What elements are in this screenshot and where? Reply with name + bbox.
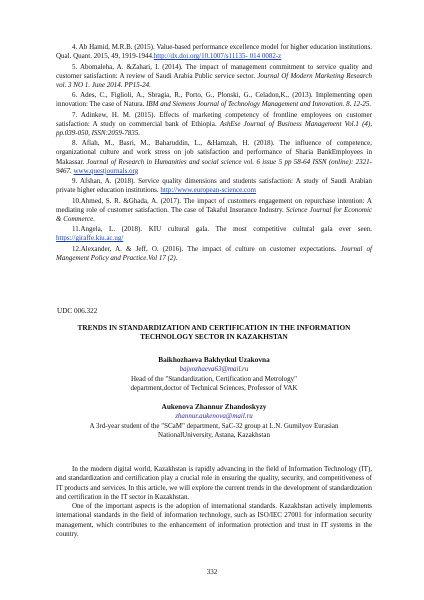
page-number: 332 <box>206 568 218 576</box>
reference-text: 12.Alexander, A. & Jeff, O. (2016). The impact of culture on customer expectations. <box>72 244 341 253</box>
author-email[interactable]: zhannur.aukenova@mail.ru <box>175 412 253 420</box>
body-paragraph: In the modern digital world, Kazakhstan is rapidly advancing in the field of Information Technology (IT), and standardization and certification play a crucial role in ensuring the quality, security, and competitiveness of IT products and services. In this article, we will explore the current trends in the development of standardization and certification in the IT sector in Kazakhstan. <box>56 465 372 501</box>
author-affiliation: Head of the "Standardization, Certification and Metrology" <box>130 375 298 383</box>
reference-text: 5. Abomaleha, A. &Zahari, I. (2014). The impact of management commitment to service quality and customer satisfaction: A review of Saudi Arabia Public service sector. <box>56 62 372 80</box>
author-name: Aukenova Zhannur Zhandoskyzy <box>161 402 267 411</box>
reference-item <box>56 91 372 109</box>
author-affiliation: A 3rd-year student of the "SCaM" department, SaC-32 group at L.N. Gumilyov Eurasian <box>89 422 339 430</box>
article-title: TRENDS IN STANDARDIZATION AND CERTIFICATION IN THE INFORMATION TECHNOLOGY SECTOR IN KAZAKHSTAN <box>77 323 351 342</box>
reference-journal: IBM and Siemens Journal of Technology Management and Innovation. 8. 12-25. <box>146 100 372 109</box>
article-body <box>56 465 372 539</box>
reference-item <box>56 111 372 138</box>
reference-item <box>56 245 372 263</box>
reference-journal: Science Journal for Economic & Commerce. <box>56 205 372 223</box>
reference-journal: Journal of Mangement Policy and Practice.Vol 17 (2). <box>56 244 372 262</box>
reference-link[interactable]: http://www.european-science.com <box>160 186 256 195</box>
author-affiliation: department,doctor of Technical Sciences, Professor of VAK <box>130 384 298 392</box>
reference-journal: AshEse Journal of Business Management Vol.1 (4), pp.039-050, ISSN:2059-7835. <box>56 119 372 137</box>
reference-item <box>56 139 372 176</box>
reference-text: 7. Adinkew, H. M. (2015). Effects of marketing competency of frontline employees on customer satisfaction: A study on commercial bank of Ethiopia. <box>56 110 372 128</box>
reference-text: 4. Ab Hamid, M.R.B. (2015). Value-based performance excellence model for higher education institutions. Qual. Quant. 2015, 49, 1919-1944. <box>56 43 372 61</box>
author-name: Baikhozhaeva Bakhytkul Uzakovna <box>158 355 270 364</box>
reference-text: 11.Angela, L. (2018). KIU cultural gala. The most competitive cultural gala ever seen. <box>72 225 372 234</box>
reference-item <box>56 177 372 195</box>
reference-item <box>56 197 372 224</box>
reference-journal: Journal of Research in Humanities and social science vol. 6 issue 5 pp 58-64 ISSN (online): 2321-9467. <box>56 157 372 175</box>
reference-list <box>56 43 372 264</box>
author-affiliation: NationalUniversity, Astana, Kazakhstan <box>158 431 270 439</box>
reference-link[interactable]: www.questjournals.org <box>73 166 139 175</box>
reference-text: 8. Afiah, M., Basri, M., Baharuddin, L., &Hamzah, H. (2018). The influence of competence, organizational culture and work stress on job satisfaction and performance of Sharia BankEmployees in Makassar. <box>56 139 372 166</box>
reference-journal: Journal Of Modern Marketing Research vol. 3 NO 1. June 2014. PP15-24. <box>56 71 372 89</box>
reference-text: 10.Ahmed, S. R. &Ghada, A. (2017). The impact of customers engagement on repurchase intention: A mediating role of customer satisfaction. The case of Takaful Insurance Industry. <box>56 196 372 214</box>
reference-item <box>56 43 372 61</box>
reference-link[interactable]: http://dx.doi.org/10.1007/s11135- 014 0082-z <box>153 52 282 61</box>
reference-text: 9. Afshan, A. (2018). Service quality dimensions and students satisfaction: A study of Saudi Arabian private higher education institutions. <box>56 177 372 195</box>
reference-text: 6. Ades, C., Figlioli, A., Sbragia, R., Porto, G., Plonski, G., Celadon,K., (2013). Implementing open innovation: The case of Natura. <box>56 91 372 109</box>
reference-link[interactable]: https://giraffe.kiu.ac.ug/ <box>56 234 124 243</box>
udc-code: UDC 006.322 <box>57 307 98 315</box>
reference-item <box>56 63 372 90</box>
body-paragraph: One of the important aspects is the adoption of international standards. Kazakhstan actively implements international standards in the field of information technology, such as ISO/IEC 27001 for information security management, which contributes to the enhancement of information protection and trust in IT systems in the country. <box>56 502 372 538</box>
reference-item <box>56 225 372 243</box>
author-email[interactable]: bajxozhaeva63@mail.ru <box>179 365 249 373</box>
